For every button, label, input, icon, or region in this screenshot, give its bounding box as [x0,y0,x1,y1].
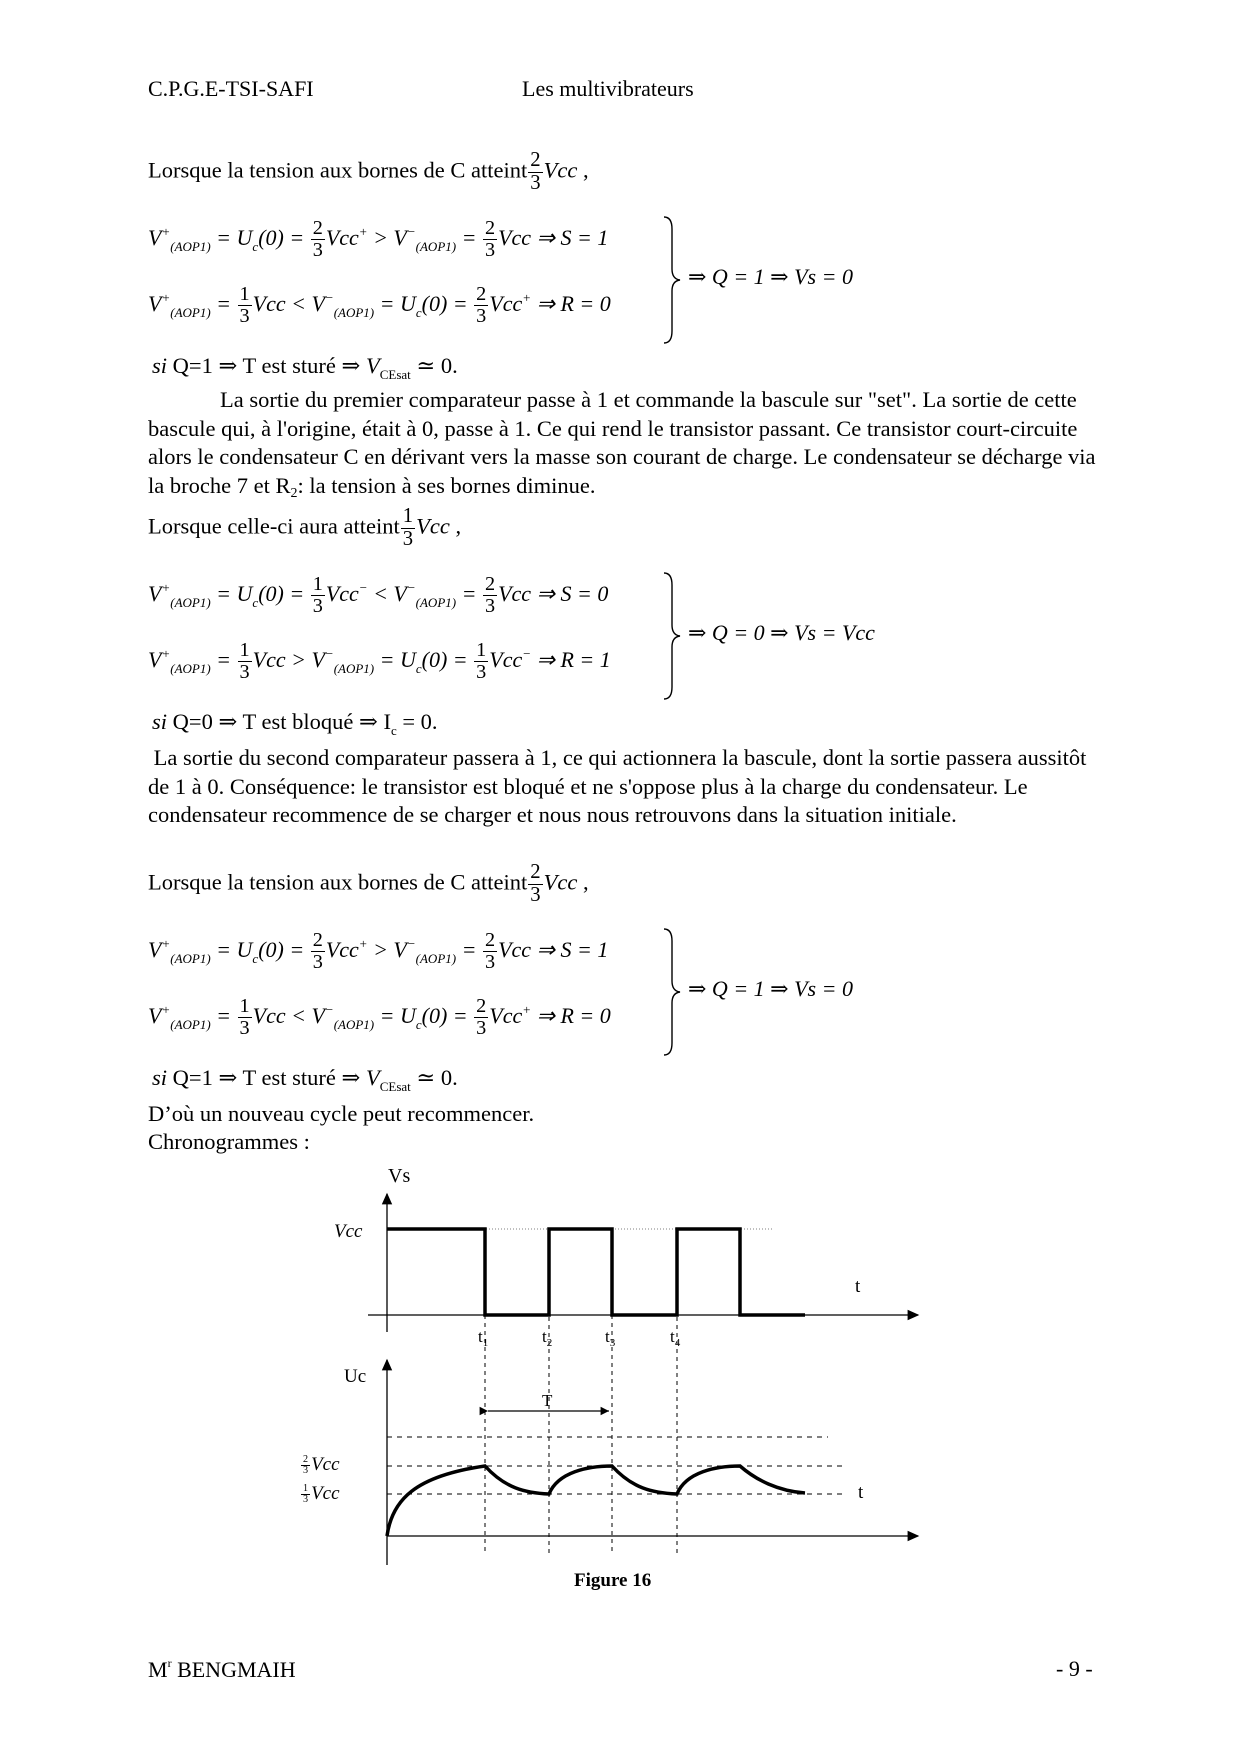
period-label: T [542,1391,553,1410]
header-title: Les multivibrateurs [522,76,694,101]
intro-line-2: Lorsque celle-ci aura atteint $\frac{1}{3}$ Vcc , [148,505,462,550]
fraction: $\frac{2}{3}$ [530,861,541,906]
system-result: ⇒ Q = 1 ⇒ Vs = 0 [688,264,853,289]
t2-label: $t_2$ [542,1327,553,1349]
paragraph-2: La sortie du second comparateur passera à 1, ce qui actionnera la bascule, dont la sortie passera aussitôt de 1 à 0. Conséquence: le transistor est bloqué et ne s'oppose plus à la charge du condensateur. Le condensateur recommence de se charger et nous nous retrouvons dans la situation initiale. [148,745,1087,827]
t1-label: $t_1$ [478,1327,489,1349]
equation-line: $V^+_{(AOP1)} = U_c(0)$ = $\frac{2}{3}$ $Vcc^+ > V^-_{(AOP1)}$ = $\frac{2}{3}$ Vcc ⇒ S = 1 [148,217,609,262]
two-thirds-vcc-label: $\frac{2}{3}$ Vcc [303,1453,340,1477]
equation-line: $V^+_{(AOP1)}$ = $\frac{1}{3}$ Vcc > $V^-_{(AOP1)} = U_c(0)$ = $\frac{1}{3}$ Vcc− ⇒ R = 1 [148,639,611,684]
footer-author: $M^r$ BENGMAIH [148,1656,296,1682]
intro-line-1: Lorsque la tension aux bornes de C atteint $\frac{2}{3}$ Vcc , [148,149,589,194]
equation-line: $V^+_{(AOP1)} = U_c(0)$ = $\frac{1}{3}$ $Vcc^- < V^-_{(AOP1)}$ = $\frac{2}{3}$ Vcc ⇒ S = 0 [148,573,609,618]
time-axis-label: t [855,1276,861,1297]
system-result: ⇒ Q = 1 ⇒ Vs = 0 [688,976,853,1001]
right-brace [662,571,682,701]
vs-axis-label: Vs [388,1165,411,1187]
t4-label: $t_4$ [670,1327,681,1349]
condition-line: si Q=1 ⇒ T est sturé ⇒ $V_{CEsat}$ ≃ 0. [152,1065,458,1094]
right-brace [662,215,682,345]
chronogram-heading: Chronogrammes : [148,1129,310,1154]
fraction: $\frac{2}{3}$ [530,149,541,194]
intro-line-3: Lorsque la tension aux bornes de C atteint $\frac{2}{3}$ Vcc , [148,861,589,906]
fraction: $\frac{1}{3}$ [402,505,414,550]
uc-axis-label: Uc [344,1366,367,1387]
equation-line: $V^+_{(AOP1)}$ = $\frac{1}{3}$ Vcc < $V^-_{(AOP1)} = U_c(0)$ = $\frac{2}{3}$ Vcc+ ⇒ R = 0 [148,283,611,328]
vs-waveform [387,1229,805,1315]
condition-line: si Q=0 ⇒ T est bloqué ⇒ $I_c = 0$. [152,709,438,738]
equation-line: $V^+_{(AOP1)}$ = $\frac{1}{3}$ Vcc < $V^-_{(AOP1)} = U_c(0)$ = $\frac{2}{3}$ Vcc+ ⇒ R = 0 [148,995,611,1040]
page-number: - 9 - [1056,1656,1093,1681]
header-left: C.P.G.E-TSI-SAFI [148,76,314,101]
one-third-vcc-label: $\frac{1}{3}$ Vcc [303,1482,340,1506]
figure-caption: Figure 16 [574,1570,652,1591]
equation-line: $V^+_{(AOP1)} = U_c(0)$ = $\frac{2}{3}$ $Vcc^+ > V^-_{(AOP1)}$ = $\frac{2}{3}$ Vcc ⇒ S = 1 [148,929,609,974]
time-axis-label: t [858,1482,864,1503]
condition-line: si Q=1 ⇒ T est sturé ⇒ $V_{CEsat}$ ≃ 0. [152,353,458,382]
chronogram-figure [320,1160,940,1580]
t3-label: $t_3$ [605,1327,616,1349]
right-brace [662,927,682,1057]
vcc-level-label: Vcc [334,1221,363,1242]
uc-waveform [387,1466,805,1536]
cycle-text: D’où un nouveau cycle peut recommencer. [148,1101,535,1126]
system-result: ⇒ Q = 0 ⇒ Vs = Vcc [688,620,875,645]
paragraph-1: La sortie du premier comparateur passe à 1 et commande la bascule sur "set". La sortie de cette bascule qui, à l'origine, était à 0, passe à 1. Ce qui rend le transistor passant. Ce transistor court-circuite alors le condensateur C en dérivant vers la masse son courant de charge. Le condensateur se décharge via la broche 7 et R2: la tension à ses bornes diminue. [148,387,1096,501]
